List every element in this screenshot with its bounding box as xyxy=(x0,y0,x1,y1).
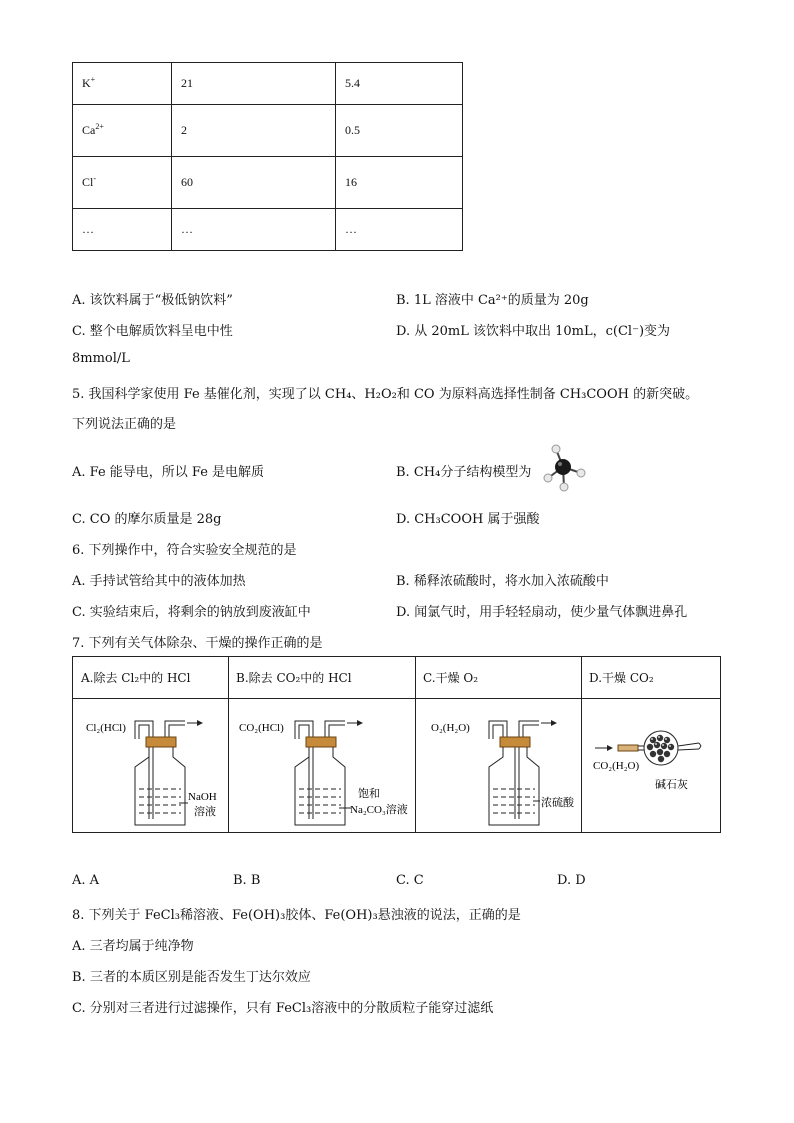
q7-option-a: A. A xyxy=(72,873,100,888)
ion-cell: Cl- xyxy=(73,157,172,209)
q5-stem: 5. 我国科学家使用 Fe 基催化剂，实现了以 CH₄、H₂O₂和 CO 为原料高选择性制备 CH₃COOH 的新突破。 xyxy=(72,387,699,402)
table-row xyxy=(73,63,463,105)
value-cell: … xyxy=(172,209,336,251)
q7-stem: 7. 下列有关气体除杂、干燥的操作正确的是 xyxy=(72,636,323,651)
wash-bottle-b xyxy=(228,699,415,832)
ion-cell: $Ca^{2+}$ xyxy=(73,105,172,157)
q4-option-d: D. 从 20mL 该饮料中取出 10mL，c(Cl⁻)变为 xyxy=(396,324,671,339)
q7-option-c: C. C xyxy=(396,873,424,888)
q7-header-c: C.干燥 O₂ xyxy=(415,657,581,699)
q7-c-reagent: 浓硫酸 xyxy=(541,797,574,809)
q7-d-reagent: 碱石灰 xyxy=(655,779,688,791)
q7-apparatus-table xyxy=(72,656,721,833)
q4-option-b: B. 1L 溶液中 Ca²⁺的质量为 20g xyxy=(396,293,589,308)
ion-table xyxy=(72,62,463,251)
table-row xyxy=(73,209,463,251)
q7-b-gas-label: CO₂(HCl) xyxy=(239,722,284,734)
q7-b-reagent-2: Na₂CO₃溶液 xyxy=(350,804,408,816)
wash-bottle-c xyxy=(415,699,581,832)
q8-option-b: B. 三者的本质区别是能否发生丁达尔效应 xyxy=(72,970,311,985)
q7-a-reagent-2: 溶液 xyxy=(194,806,216,818)
table-row xyxy=(73,105,463,157)
q7-header-b: B.除去 CO₂中的 HCl xyxy=(228,657,415,699)
value-cell: … xyxy=(336,209,463,251)
methane-model-image xyxy=(536,440,590,494)
q8-option-c: C. 分别对三者进行过滤操作，只有 FeCl₃溶液中的分散质粒子能穿过滤纸 xyxy=(72,1001,494,1016)
q5-stem-line2: 下列说法正确的是 xyxy=(72,417,177,432)
q8-option-a: A. 三者均属于纯净物 xyxy=(72,939,194,954)
value-cell: 60 xyxy=(172,157,336,209)
q5-option-d: D. CH₃COOH 属于强酸 xyxy=(396,512,540,527)
ion-cell: … xyxy=(73,209,172,251)
value-cell: 16 xyxy=(336,157,463,209)
value-cell: 5.4 xyxy=(336,63,463,105)
q8-stem: 8. 下列关于 FeCl₃稀溶液、Fe(OH)₃胶体、Fe(OH)₃悬浊液的说法，正确的是 xyxy=(72,908,521,923)
q6-option-c: C. 实验结束后，将剩余的钠放到废液缸中 xyxy=(72,605,311,620)
q4-option-a: A. 该饮料属于“极低钠饮料” xyxy=(72,293,233,308)
q7-option-b: B. B xyxy=(233,873,261,888)
drying-tube-d xyxy=(581,699,721,832)
wash-bottle-a xyxy=(73,699,228,832)
q4-option-d-continued: 8mmol/L xyxy=(72,351,130,366)
ion-cell: K+ xyxy=(73,63,172,105)
value-cell: 0.5 xyxy=(336,105,463,157)
q6-option-b: B. 稀释浓硫酸时，将水加入浓硫酸中 xyxy=(396,574,609,589)
q4-option-c: C. 整个电解质饮料呈电中性 xyxy=(72,324,233,339)
q7-header-d: D.干燥 CO₂ xyxy=(581,657,721,699)
q7-c-gas-label: O₂(H₂O) xyxy=(431,722,470,734)
q7-a-gas-label: Cl₂(HCl) xyxy=(86,722,126,734)
q5-option-a: A. Fe 能导电，所以 Fe 是电解质 xyxy=(72,465,265,480)
q6-option-a: A. 手持试管给其中的液体加热 xyxy=(72,574,246,589)
q7-a-reagent-1: NaOH xyxy=(188,791,217,803)
q7-d-gas-label: CO₂(H₂O) xyxy=(593,760,640,772)
q6-stem: 6. 下列操作中，符合实验安全规范的是 xyxy=(72,543,297,558)
q5-option-b: B. CH₄分子结构模型为 xyxy=(396,465,532,480)
value-cell: 21 xyxy=(172,63,336,105)
q7-header-a: A.除去 Cl₂中的 HCl xyxy=(73,657,228,699)
value-cell: 2 xyxy=(172,105,336,157)
q6-option-d: D. 闻氯气时，用手轻轻扇动，使少量气体飘进鼻孔 xyxy=(396,605,688,620)
q7-b-reagent-1: 饱和 xyxy=(358,788,380,800)
table-row xyxy=(73,157,463,209)
q7-option-d: D. D xyxy=(557,873,586,888)
q5-option-c: C. CO 的摩尔质量是 28g xyxy=(72,512,222,527)
